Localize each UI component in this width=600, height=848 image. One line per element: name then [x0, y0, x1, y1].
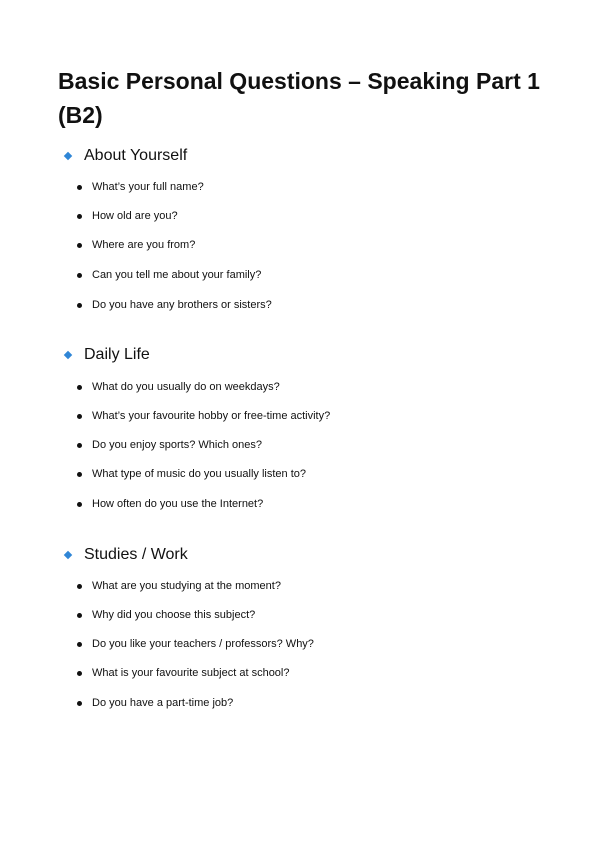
question-text: What’s your full name? [92, 181, 204, 193]
section-heading [63, 544, 188, 566]
bullet-icon [77, 214, 82, 219]
question-text: Do you like your teachers / professors? Why? [92, 638, 314, 650]
question-text: How often do you use the Internet? [92, 498, 264, 510]
question-text: What are you studying at the moment? [92, 580, 281, 592]
question-text: How old are you? [92, 210, 178, 222]
bullet-icon [77, 642, 82, 647]
diamond-icon [64, 152, 72, 160]
section-title: Studies / Work [84, 546, 188, 563]
section-heading [63, 145, 187, 167]
question-text: What do you usually do on weekdays? [92, 381, 280, 393]
diamond-icon [64, 351, 72, 359]
section-title: Daily Life [84, 346, 150, 363]
question-text: Why did you choose this subject? [92, 609, 256, 621]
bullet-icon [77, 584, 82, 589]
question-text: What type of music do you usually listen to? [92, 468, 306, 480]
question-text: Do you enjoy sports? Which ones? [92, 439, 262, 451]
question-text: Do you have any brothers or sisters? [92, 299, 272, 311]
bullet-icon [77, 385, 82, 390]
bullet-icon [77, 502, 82, 507]
question-text: Where are you from? [92, 239, 196, 251]
bullet-icon [77, 414, 82, 419]
bullet-icon [77, 472, 82, 477]
bullet-icon [77, 243, 82, 248]
question-text: What is your favourite subject at school? [92, 667, 290, 679]
question-text: Do you have a part-time job? [92, 697, 234, 709]
bullet-icon [77, 443, 82, 448]
bullet-icon [77, 671, 82, 676]
section-title: About Yourself [84, 147, 188, 164]
diamond-icon [64, 551, 72, 559]
bullet-icon [77, 273, 82, 278]
section-heading [63, 344, 150, 366]
bullet-icon [77, 613, 82, 618]
bullet-icon [77, 303, 82, 308]
bullet-icon [77, 185, 82, 190]
question-text: Can you tell me about your family? [92, 269, 262, 281]
question-text: What’s your favourite hobby or free-time activity? [92, 410, 331, 422]
bullet-icon [77, 701, 82, 706]
page-title: Basic Personal Questions – Speaking Part 1 (B2) [58, 68, 540, 128]
